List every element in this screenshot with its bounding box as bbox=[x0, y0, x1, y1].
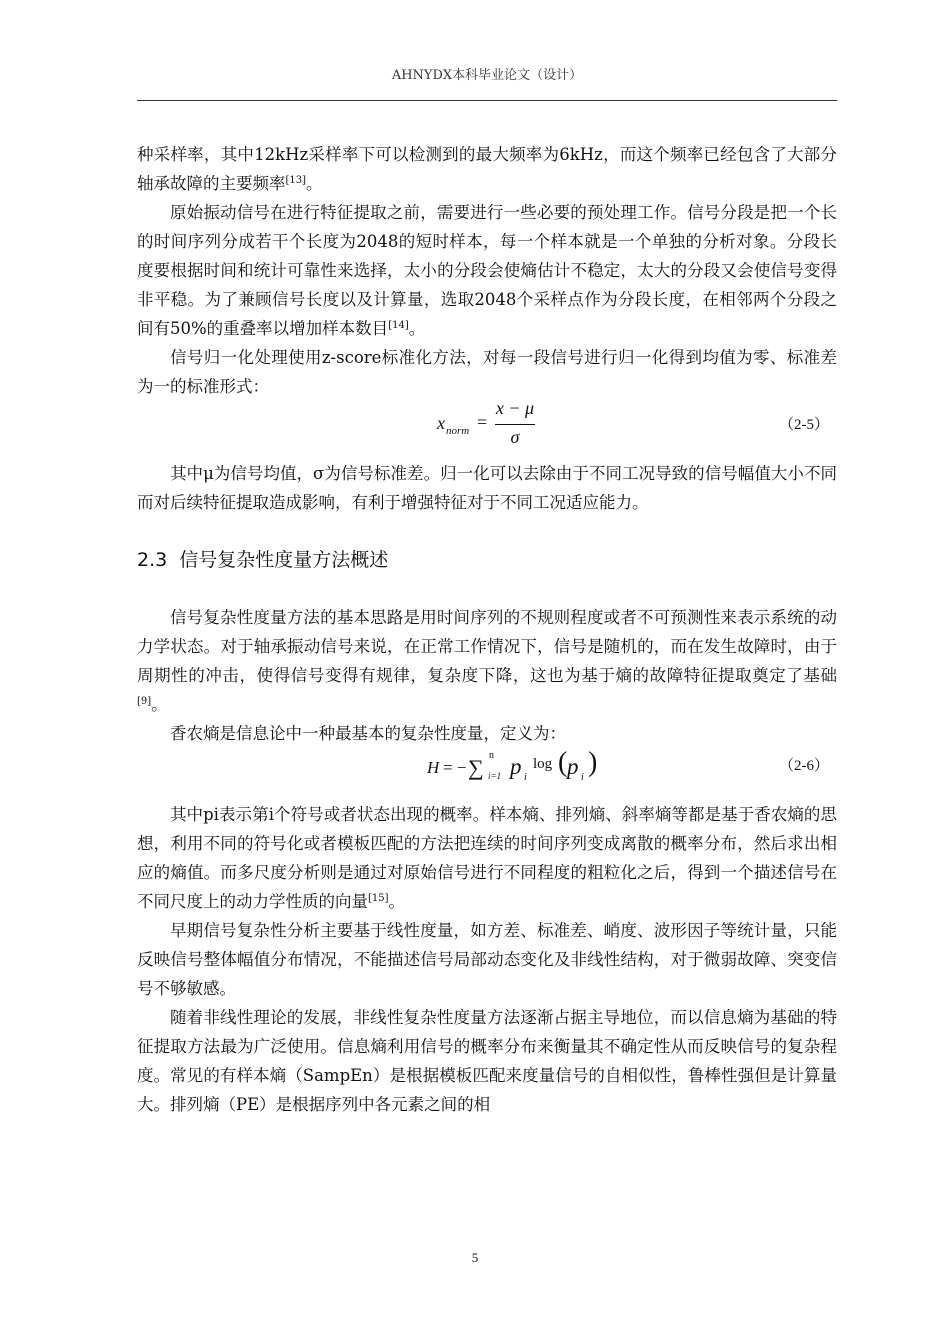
eq-p: p bbox=[510, 754, 522, 779]
summation-sign: ∑ bbox=[468, 755, 484, 780]
eq-lhs: x bbox=[437, 413, 445, 433]
sum-lower-limit: i=1 bbox=[488, 771, 502, 781]
eq-log: log bbox=[533, 756, 553, 772]
paragraph: 信号归一化处理使用z-score标准化方法，对每一段信号进行归一化得到均值为零、标准差为一的标准形式： bbox=[137, 348, 837, 396]
page-body bbox=[137, 140, 837, 1119]
eq-lhs: H bbox=[427, 758, 440, 777]
equation-2-6 bbox=[137, 748, 837, 800]
citation: [14] bbox=[388, 320, 409, 331]
page-number: 5 bbox=[471, 1250, 479, 1265]
citation: [13] bbox=[285, 175, 307, 186]
fraction-bar bbox=[495, 424, 535, 425]
citation: [15] bbox=[368, 893, 389, 904]
equation-2-5 bbox=[137, 398, 837, 459]
eq-lhs-subscript: norm bbox=[446, 425, 470, 437]
running-header: AHNYDX本科毕业论文（设计） bbox=[391, 68, 583, 83]
paragraph: 随着非线性理论的发展，非线性复杂性度量方法逐渐占据主导地位，而以信息熵为基础的特征提取方法最为广泛使用。信息熵利用信号的概率分布来衡量其不确定性从而反映信号的复杂程度。常见的有样本熵（SampEn）是根据模板匹配来度量信号的自相似性，鲁棒性强但是计算量大。排列熵（PE）是根据序列中各元素之间的相 bbox=[137, 1008, 837, 1114]
eq-left-paren: ( bbox=[558, 747, 568, 778]
sum-upper-limit: n bbox=[489, 750, 494, 761]
eq-equals: = bbox=[477, 412, 488, 432]
paragraph: 早期信号复杂性分析主要基于线性度量，如方差、标准差、峭度、波形因子等统计量，只能反映信号整体幅值分布情况，不能描述信号局部动态变化及非线性结构，对于微弱故障、突变信号不够敏感。 bbox=[137, 921, 837, 998]
section-title: 信号复杂性度量方法概述 bbox=[179, 549, 389, 571]
section-heading bbox=[137, 547, 837, 573]
section-number: 2.3 bbox=[137, 549, 168, 571]
eq-p: p bbox=[567, 754, 579, 779]
citation: [9] bbox=[137, 696, 152, 707]
paragraph: 香农熵是信息论中一种最基本的复杂性度量，定义为： bbox=[170, 724, 566, 743]
eq-denominator: σ bbox=[510, 427, 520, 447]
paragraph: 其中μ为信号均值，σ为信号标准差。归一化可以去除由于不同工况导致的信号幅值大小不同而对后续特征提取造成影响，有利于增强特征对于不同工况适应能力。 bbox=[137, 464, 837, 512]
header-rule bbox=[137, 100, 837, 101]
paragraph: 种采样率，其中12kHz采样率下可以检测到的最大频率为6kHz，而这个频率已经包含了大部分轴承故障的主要频率[13]。 bbox=[137, 145, 837, 193]
eq-numerator: x − μ bbox=[495, 398, 535, 418]
equation-label: （2-5） bbox=[779, 417, 829, 433]
eq-p-subscript: i bbox=[524, 772, 527, 783]
eq-p-subscript: i bbox=[581, 772, 584, 783]
equation-label: （2-6） bbox=[779, 758, 829, 774]
eq-right-paren: ) bbox=[588, 747, 598, 778]
eq-equals: = − bbox=[443, 758, 467, 777]
paragraph: 原始振动信号在进行特征提取之前，需要进行一些必要的预处理工作。信号分段是把一个长的时间序列分成若干个长度为2048的短时样本，每一个样本就是一个单独的分析对象。分段长度要根据时间和统计可靠性来选择，太小的分段会使熵估计不稳定，太大的分段又会使信号变得非平稳。为了兼顾信号长度以及计算量，选取2048个采样点作为分段长度，在相邻两个分段之间有50%的重叠率以增加样本数目[14]。 bbox=[137, 203, 837, 338]
paragraph: 信号复杂性度量方法的基本思路是用时间序列的不规则程度或者不可预测性来表示系统的动力学状态。对于轴承振动信号来说，在正常工作情况下，信号是随机的，而在发生故障时，由于周期性的冲击，使得信号变得有规律，复杂度下降，这也为基于熵的故障特征提取奠定了基础[9]。 bbox=[137, 608, 837, 714]
paragraph: 其中pi表示第i个符号或者状态出现的概率。样本熵、排列熵、斜率熵等都是基于香农熵的思想，利用不同的符号化或者模板匹配的方法把连续的时间序列变成离散的概率分布，然后求出相应的熵值。而多尺度分析则是通过对原始信号进行不同程度的粗粒化之后，得到一个描述信号在不同尺度上的动力学性质的向量[15]。 bbox=[137, 805, 837, 911]
